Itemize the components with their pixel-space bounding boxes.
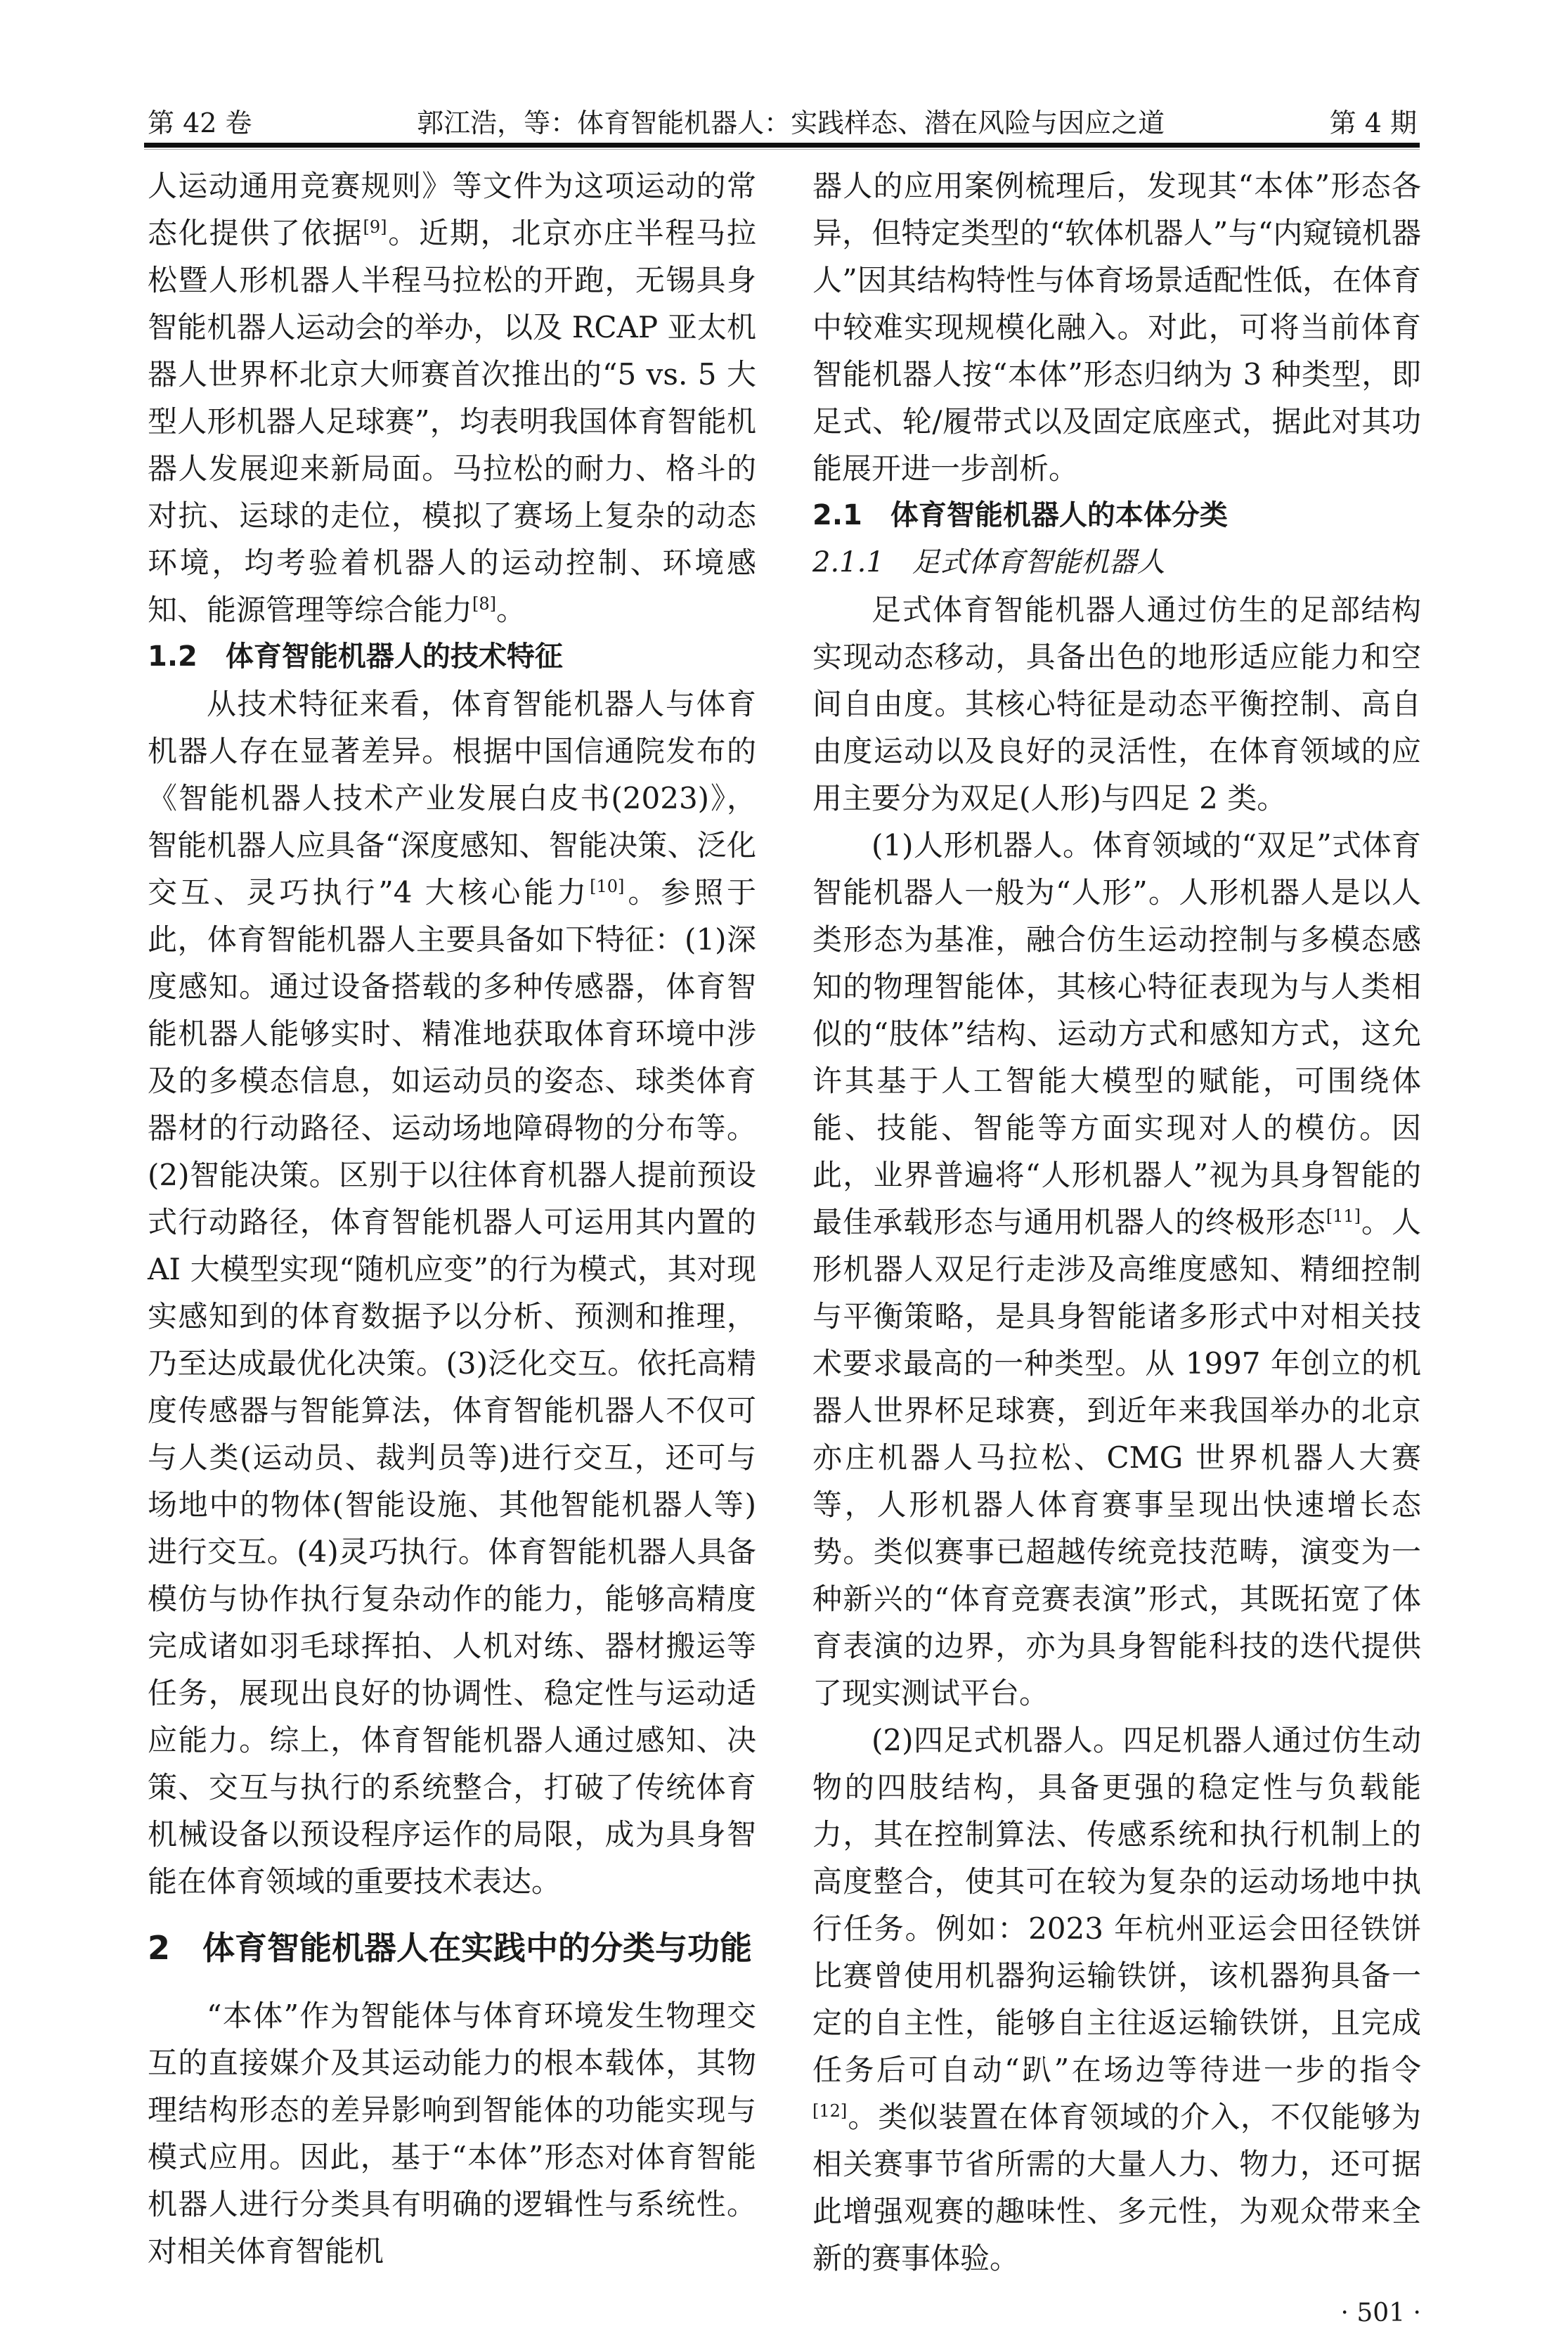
text-run: 。类似装置在体育领域的介入，不仅能够为相关赛事节省所需的大量人力、物力，还可据此增强观赛的趣味性、多元性，为观众带来全新的赛事体验。 <box>812 2100 1421 2275</box>
citation: [11] <box>1326 1206 1361 1226</box>
text-run: 从技术特征来看，体育智能机器人与体育机器人存在显著差异。根据中国信通院发布的《智能机器人技术产业发展白皮书(2023)》，智能机器人应具备“深度感知、智能决策、泛化交互、灵巧执行”4 大核心能力 <box>148 687 756 910</box>
text-run: 。人形机器人双足行走涉及高维度感知、精细控制与平衡策略，是具身智能诸多形式中对相关技术要求最高的一种类型。从 1997 年创立的机器人世界杯足球赛，到近年来我国举办的北京亦庄机器人马拉松、CMG 世界机器人大赛等，人形机器人体育赛事呈现出快速增长态势。类似赛事已超越传统竞技范畴，演变为一种新兴的“体育竞赛表演”形式，其既拓宽了体育表演的边界，亦为具身智能科技的迭代提供了现实测试平台。 <box>812 1205 1421 1710</box>
page-number: · 501 · <box>1340 2299 1421 2327</box>
citation: [10] <box>590 877 625 896</box>
running-header-volume: 第 42 卷 <box>148 108 252 138</box>
paragraph <box>812 822 1421 1717</box>
text-run: 足式体育智能机器人通过仿生的足部结构实现动态移动，具备出色的地形适应能力和空间自由度。其核心特征是动态平衡控制、高自由度运动以及良好的灵活性，在体育领域的应用主要分为双足(人形)与四足 2 类。 <box>812 593 1421 815</box>
section-heading-1-2: 1.2 体育智能机器人的技术特征 <box>148 640 563 673</box>
paragraph <box>148 680 756 1905</box>
text-run: 人运动通用竞赛规则》等文件为这项运动的常态化提供了依据 <box>148 169 756 250</box>
right-column <box>812 162 1421 2331</box>
text-run: 。参照于此，体育智能机器人主要具备如下特征：(1)深度感知。通过设备搭载的多种传感器，体育智能机器人能够实时、精准地获取体育环境中涉及的多模态信息，如运动员的姿态、球类体育器材的行动路径、运动场地障碍物的分布等。(2)智能决策。区别于以往体育机器人提前预设式行动路径，体育智能机器人可运用其内置的 AI 大模型实现“随机应变”的行为模式，其对现实感知到的体育数据予以分析、预测和推理，乃至达成最优化决策。(3)泛化交互。依托高精度传感器与智能算法，体育智能机器人不仅可与人类(运动员、裁判员等)进行交互，还可与场地中的物体(智能设施、其他智能机器人等)进行交互。(4)灵巧执行。体育智能机器人具备模仿与协作执行复杂动作的能力，能够高精度完成诸如羽毛球挥拍、人机对练、器材搬运等任务，展现出良好的协调性、稳定性与运动适应能力。综上，体育智能机器人通过感知、决策、交互与执行的系统整合，打破了传统体育机械设备以预设程序运作的局限，成为具身智能在体育领域的重要技术表达。 <box>148 875 756 1899</box>
paragraph <box>812 162 1421 492</box>
header-rule <box>144 143 1420 148</box>
text-run: 。近期，北京亦庄半程马拉松暨人形机器人半程马拉松的开跑，无锡具身智能机器人运动会的举办，以及 RCAP 亚太机器人世界杯北京大师赛首次推出的“5 vs. 5 大型人形机器人足球赛”，均表明我国体育智能机器人发展迎来新局面。马拉松的耐力、格斗的对抗、运球的走位，模拟了赛场上复杂的动态环境，均考验着机器人的运动控制、环境感知、能源管理等综合能力 <box>148 216 756 627</box>
citation: [9] <box>363 217 387 237</box>
running-header-title: 郭江浩，等：体育智能机器人：实践样态、潜在风险与因应之道 <box>417 108 1165 138</box>
citation: [12] <box>812 2101 848 2121</box>
section-heading-2: 2 体育智能机器人在实践中的分类与功能 <box>148 1929 753 1967</box>
text-run: 器人的应用案例梳理后，发现其“本体”形态各异，但特定类型的“软体机器人”与“内窥镜机器人”因其结构特性与体育场景适配性低，在体育中较难实现规模化融入。对此，可将当前体育智能机器人按“本体”形态归纳为 3 种类型，即足式、轮/履带式以及固定底座式，据此对其功能展开进一步剖析。 <box>812 169 1421 486</box>
paragraph <box>148 1992 756 2275</box>
running-header-issue: 第 4 期 <box>1329 108 1417 138</box>
section-heading-2-1-1: 2.1.1 足式体育智能机器人 <box>812 546 1165 579</box>
paragraph <box>812 586 1421 822</box>
section-heading-2-1: 2.1 体育智能机器人的本体分类 <box>812 499 1228 531</box>
running-header <box>148 105 1417 141</box>
text-run: 。 <box>496 593 526 627</box>
text-run: (1)人形机器人。体育领域的“双足”式体育智能机器人一般为“人形”。人形机器人是以人类形态为基准，融合仿生运动控制与多模态感知的物理智能体，其核心特征表现为与人类相似的“肢体”结构、运动方式和感知方式，这允许其基于人工智能大模型的赋能，可围绕体能、技能、智能等方面实现对人的模仿。因此，业界普遍将“人形机器人”视为具身智能的最佳承载形态与通用机器人的终极形态 <box>812 828 1421 1239</box>
text-run: (2)四足式机器人。四足机器人通过仿生动物的四肢结构，具备更强的稳定性与负载能力，其在控制算法、传感系统和执行机制上的高度整合，使其可在较为复杂的运动场地中执行任务。例如：2023 年杭州亚运会田径铁饼比赛曾使用机器狗运输铁饼，该机器狗具备一定的自主性，能够自主往返运输铁饼，且完成任务后可自动“趴”在场边等待进一步的指令 <box>812 1723 1421 2087</box>
left-column <box>148 162 756 2275</box>
citation: [8] <box>472 594 497 614</box>
header-rule-thin <box>144 149 1420 150</box>
paragraph <box>812 1717 1421 2282</box>
text-run: “本体”作为智能体与体育环境发生物理交互的直接媒介及其运动能力的根本载体，其物理结构形态的差异影响到智能体的功能实现与模式应用。因此，基于“本体”形态对体育智能机器人进行分类具有明确的逻辑性与系统性。对相关体育智能机 <box>148 1999 756 2268</box>
paragraph <box>148 162 756 633</box>
